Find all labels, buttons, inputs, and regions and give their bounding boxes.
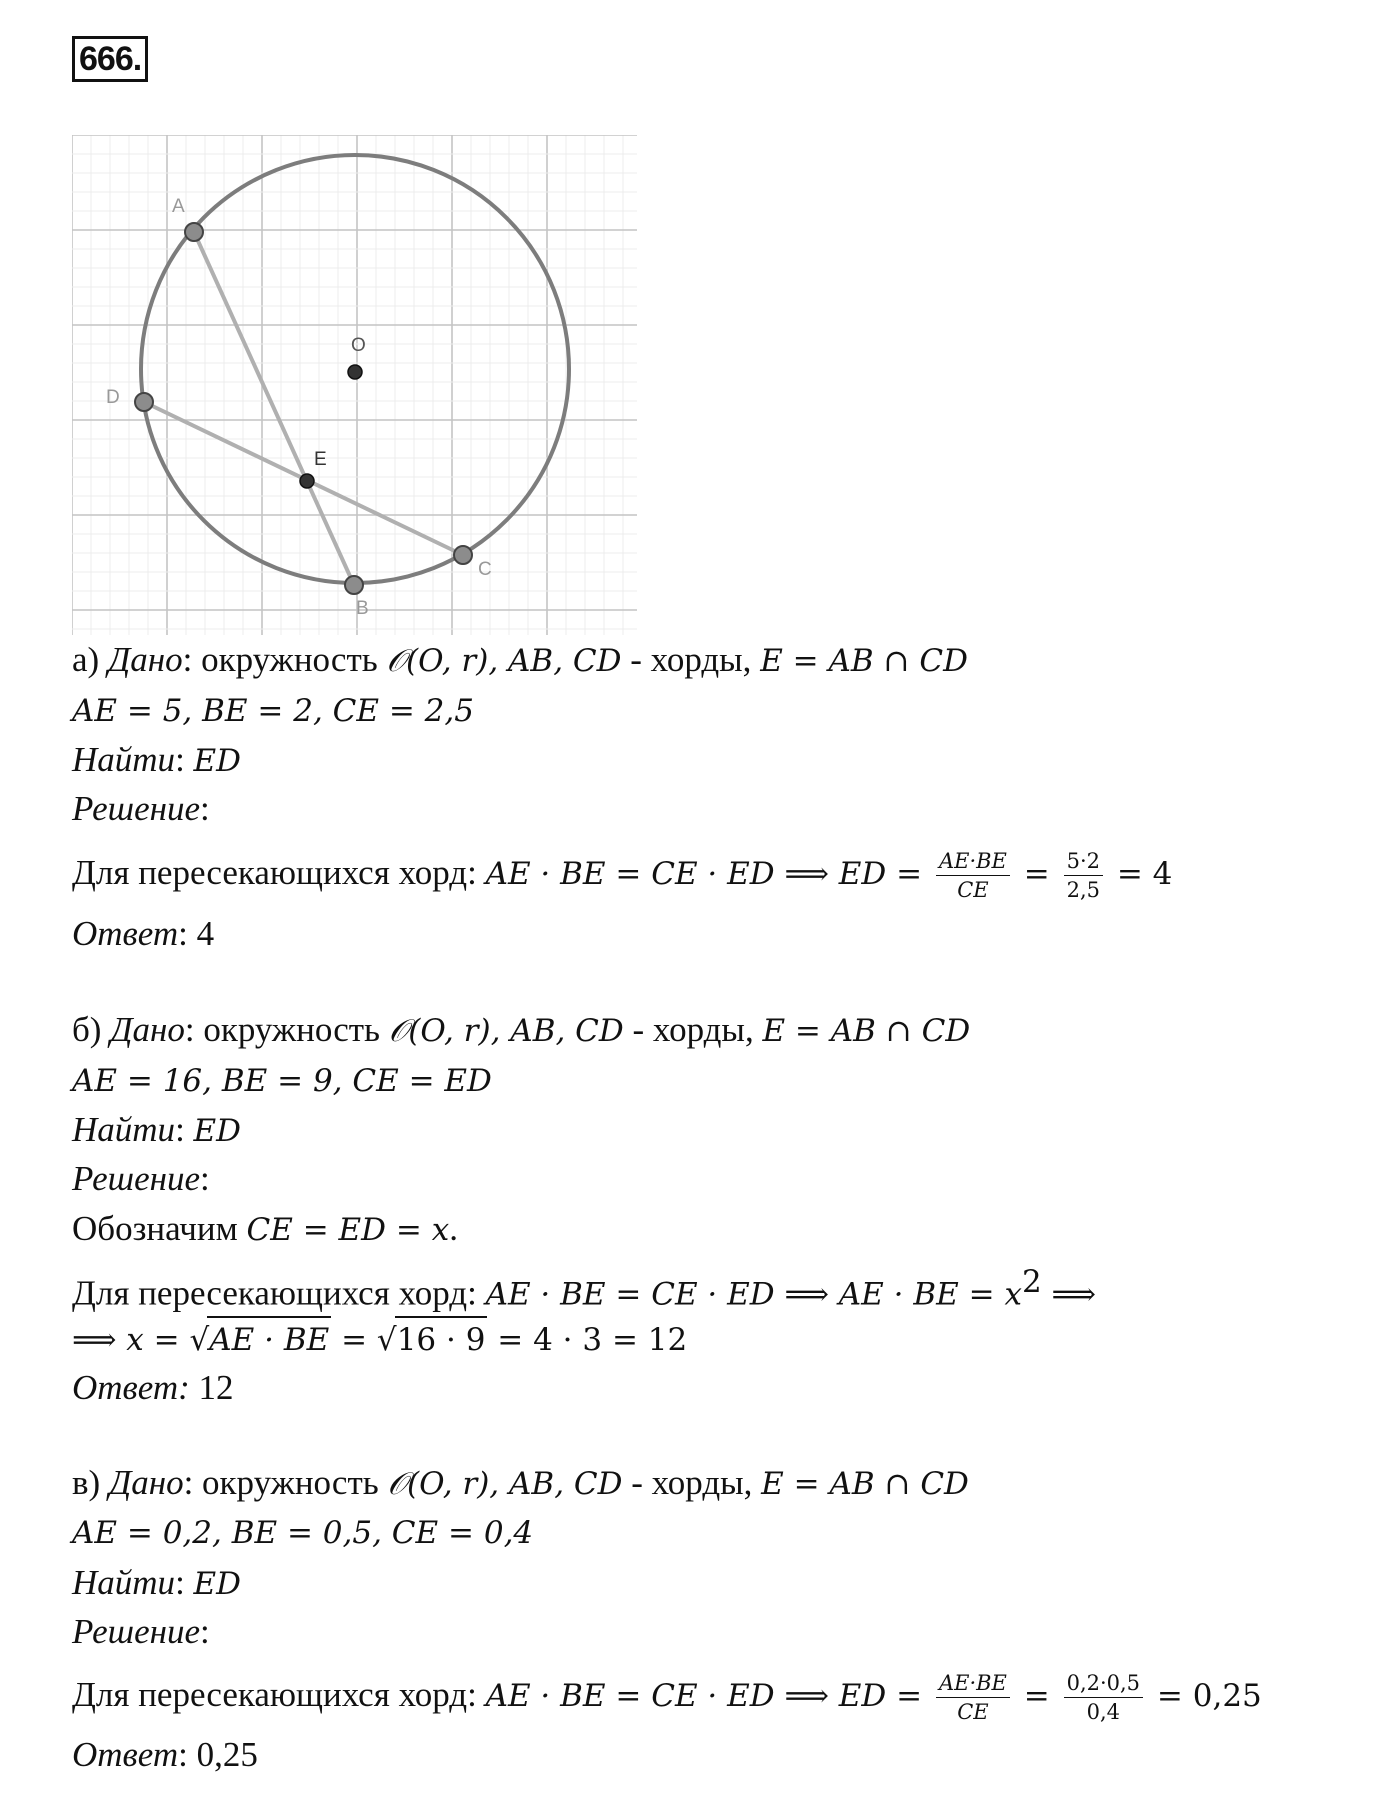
- point-o: [348, 365, 362, 379]
- point-a: [185, 223, 203, 241]
- part-c-find: Найти: ED: [72, 1563, 242, 1602]
- fraction: $\frac{AE\cdot BE}{CE}$: [936, 847, 1010, 904]
- part-b-denote: Обозначим CE = ED = x.: [72, 1209, 458, 1248]
- point-c: [454, 546, 472, 564]
- part-a-find: Найти: ED: [72, 740, 242, 779]
- part-a-given: а) Дано: окружность 𝒪(O, r), AB, CD - хорды, E = AB ∩ CD: [72, 640, 968, 679]
- part-c-solution-label: Решение:: [72, 1612, 210, 1651]
- part-c-answer: Ответ: 0,25: [72, 1735, 258, 1774]
- label-e: E: [314, 449, 327, 470]
- part-c-values: AE = 0,2, BE = 0,5, CE = 0,4: [72, 1515, 534, 1551]
- part-c-given: в) Дано: окружность 𝒪(O, r), AB, CD - хорды, E = AB ∩ CD: [72, 1463, 969, 1502]
- part-b-solution-label: Решение:: [72, 1159, 210, 1198]
- label-c: C: [478, 559, 492, 580]
- part-a-solution-label: Решение:: [72, 789, 210, 828]
- part-b-values: AE = 16, BE = 9, CE = ED: [72, 1063, 492, 1099]
- point-b: [345, 576, 363, 594]
- part-b-answer: Ответ: 12: [72, 1368, 234, 1407]
- geometry-figure: [72, 135, 637, 635]
- part-b-given: б) Дано: окружность 𝒪(O, r), AB, CD - хорды, E = AB ∩ CD: [72, 1010, 971, 1049]
- fraction: $\frac{AE\cdot BE}{CE}$: [936, 1669, 1010, 1726]
- part-a-values: AE = 5, BE = 2, CE = 2,5: [72, 693, 474, 729]
- part-a-solution-line: Для пересекающихся хорд: AE · BE = CE · ED ⟹ ED = $\frac{AE\cdot BE}{CE}$ = $\frac{5\cdot 2}{2,5}$ = 4: [72, 849, 1173, 903]
- problem-number: 666.: [72, 36, 148, 82]
- part-b-find: Найти: ED: [72, 1110, 242, 1149]
- point-e: [300, 474, 314, 488]
- part-b-line2: Для пересекающихся хорд: AE · BE = CE · ED ⟹ AE · BE = $x^2$ ⟹: [72, 1264, 1096, 1313]
- part-c-solution-line: Для пересекающихся хорд: AE · BE = CE · ED ⟹ ED = $\frac{AE\cdot BE}{CE}$ = $\frac{0,2\cdot 0,5}{0,4}$ = 0,25: [72, 1671, 1262, 1725]
- part-b-line3: ⟹ x = √AE · BE = √16 · 9 = 4 · 3 = 12: [72, 1316, 687, 1362]
- fraction: $\frac{5\cdot 2}{2,5}$: [1064, 847, 1103, 904]
- label-b: B: [356, 598, 369, 619]
- label-o: O: [351, 335, 366, 356]
- part-a-answer: Ответ: 4: [72, 914, 215, 953]
- label-d: D: [106, 387, 120, 408]
- point-d: [135, 393, 153, 411]
- label-a: A: [172, 196, 185, 217]
- fraction: $\frac{0,2\cdot 0,5}{0,4}$: [1064, 1669, 1143, 1726]
